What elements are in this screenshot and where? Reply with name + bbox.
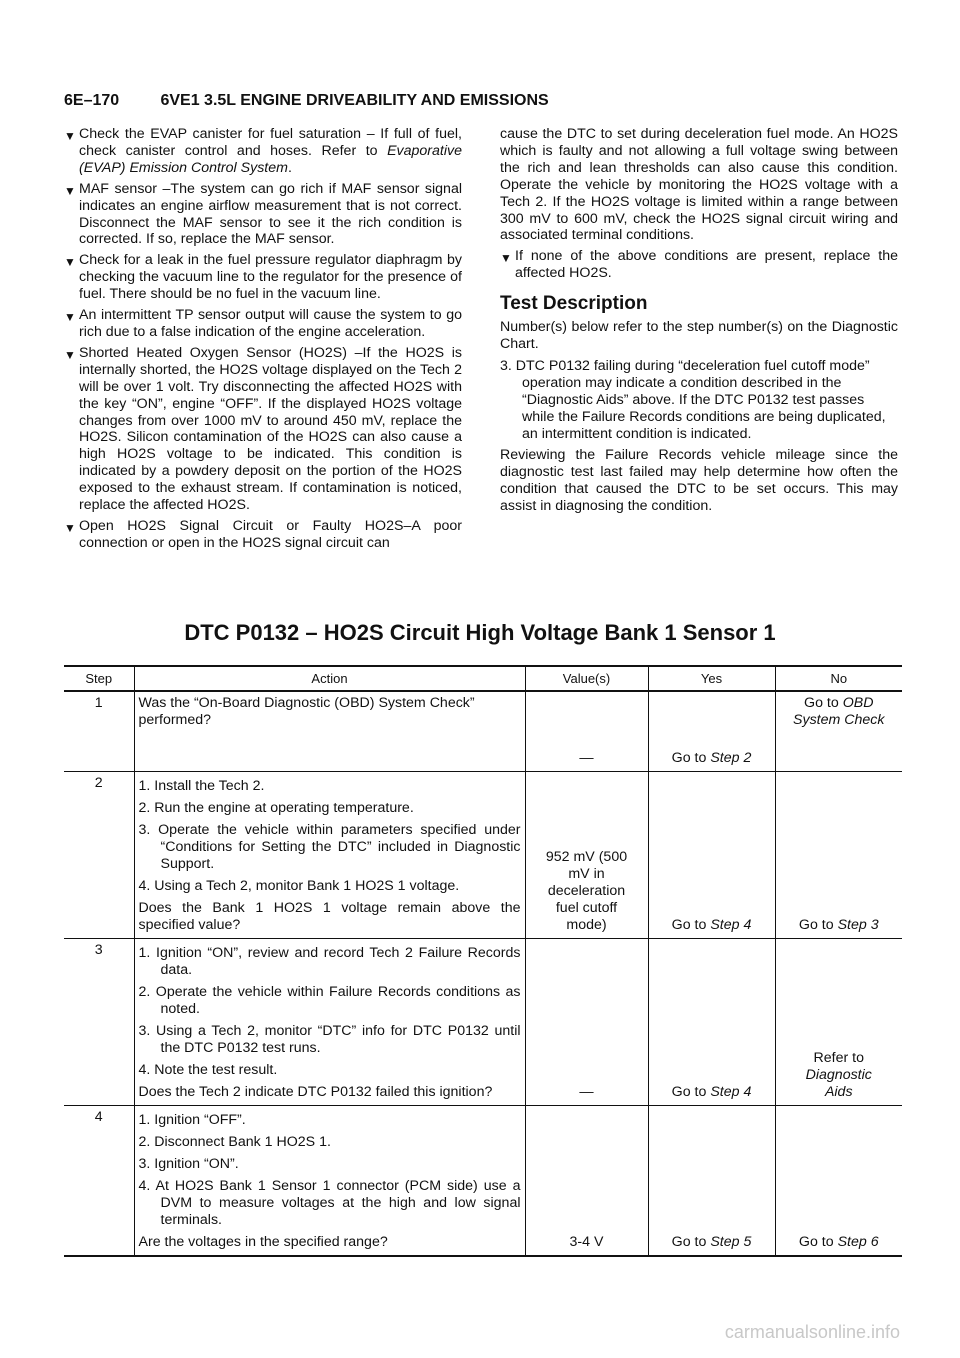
triangle-bullet-icon: ▼ xyxy=(500,251,512,266)
triangle-bullet-icon: ▼ xyxy=(64,347,76,362)
header-yes: Yes xyxy=(648,666,775,691)
evap-reference: Evaporative (EVAP) Emission Control System xyxy=(79,142,462,176)
watermark: carmanualsonline.info xyxy=(724,1322,900,1342)
table-title: DTC P0132 – HO2S Circuit High Voltage Bank 1 Sensor 1 xyxy=(184,620,776,645)
test-description-heading: Test Description xyxy=(500,293,648,315)
right-column xyxy=(500,126,898,520)
table-header-row xyxy=(64,666,902,691)
section-title: 6VE1 3.5L ENGINE DRIVEABILITY AND EMISSIONS xyxy=(160,92,549,109)
bullet-regulator: ▼ Check for a leak in the fuel pressure regulator diaphragm by checking the vacuum line to the regulator for the presence of fuel. There should be no fuel in the vacuum line. xyxy=(64,252,462,303)
yes-step-link[interactable]: Step 4 xyxy=(710,916,752,933)
bullet-maf: ▼ MAF sensor –The system can go rich if MAF sensor signal indicates an engine airflow measurement that is not correct. Disconnect the MAF sensor to see it the rich condition is corrected. If so, replace the MAF sensor. xyxy=(64,180,462,248)
continued-text: cause the DTC to set during deceleration fuel mode. An HO2S which is faulty and not allowing a full voltage swing between the rich and lean thresholds can also cause this condition. Operate the vehicle by monitoring the HO2S voltage with a Tech 2. If the HO2S voltage is limited within a range between 300 mV to 600 mV, check the HO2S signal circuit wiring and associated terminal conditions. xyxy=(500,126,898,244)
triangle-bullet-icon: ▼ xyxy=(64,310,76,325)
test-description-step-3: 3. DTC P0132 failing during “deceleration fuel cutoff mode” operation may indicate a condition described in the “Diagnostic Aids” above. If the DTC P0132 test passes while the Failure Records conditions are being duplicated, an intermittent condition is indicated. xyxy=(500,357,886,442)
action-cell xyxy=(134,691,525,771)
triangle-bullet-icon: ▼ xyxy=(64,183,76,198)
action-question: Are the voltages in the specified range? xyxy=(138,1233,388,1250)
no-step-link[interactable]: Step 3 xyxy=(837,916,879,933)
value-cell: 3-4 V xyxy=(525,1105,648,1256)
bullet-shorted-ho2s: ▼ Shorted Heated Oxygen Sensor (HO2S) –If the HO2S is internally shorted, the HO2S voltage displayed on the Tech 2 will be over 1 volt. Try disconnecting the affected HO2S with the key “ON”, engine “OFF”. If the displayed HO2S voltage changes from over 1000 mV to around 450 mV, replace the HO2S. Silicon contamination of the HO2S can also cause a high HO2S voltage to be indicated. This condition is indicated by a powdery deposit on the portion of the HO2S exposed to the exhaust stream. If contamination is noticed, replace the affected HO2S. xyxy=(64,344,462,514)
action-question: Was the “On-Board Diagnostic (OBD) System Check” performed? xyxy=(138,695,475,728)
action-question: Does the Tech 2 indicate DTC P0132 failed this ignition? xyxy=(138,1083,493,1100)
yes-cell: Go to Step 2 xyxy=(648,691,775,771)
value-cell: — xyxy=(525,691,648,771)
page-number: 6E–170 xyxy=(64,92,120,109)
step-number: 4 xyxy=(64,1105,134,1256)
triangle-bullet-icon: ▼ xyxy=(64,129,76,143)
yes-cell: Go to Step 4 xyxy=(648,938,775,1105)
no-cell: Go to Step 3 xyxy=(775,771,902,938)
no-step-link[interactable]: Step 6 xyxy=(837,1233,879,1250)
page-header xyxy=(64,92,549,110)
yes-cell: Go to Step 5 xyxy=(648,1105,775,1256)
value-cell: 952 mV (500 mV in deceleration fuel cutoff mode) xyxy=(525,771,648,938)
action-cell: 1. Install the Tech 2. 2. Run the engine at operating temperature. 3. Operate the vehicle within parameters specified under “Conditions for Setting the DTC” included in Diagnostic Support. 4. Using a Tech 2, monitor Bank 1 HO2S 1 voltage. Does the Bank 1 HO2S 1 voltage remain above the specified value? xyxy=(134,771,525,938)
header-action: Action xyxy=(134,666,525,691)
action-cell: 1. Ignition “OFF”. 2. Disconnect Bank 1 HO2S 1. 3. Ignition “ON”. 4. At HO2S Bank 1 Sensor 1 connector (PCM side) use a DVM to measure voltages at the high and low signal terminals. Are the voltages in the specified range? xyxy=(134,1105,525,1256)
bullet-tp-sensor: ▼ An intermittent TP sensor output will cause the system to go rich due to a false indication of the engine acceleration. xyxy=(64,307,462,340)
test-description-intro: Number(s) below refer to the step number(s) on the Diagnostic Chart. xyxy=(500,319,898,352)
bullet-open-ho2s: ▼ Open HO2S Signal Circuit or Faulty HO2S–A poor connection or open in the HO2S signal circuit can xyxy=(64,517,462,551)
table-row xyxy=(64,771,902,938)
yes-step-link[interactable]: Step 5 xyxy=(710,1233,752,1250)
bullet-replace-ho2s: ▼ If none of the above conditions are present, replace the affected HO2S. xyxy=(500,248,898,282)
no-cell: Refer to Diagnostic Aids xyxy=(775,938,902,1105)
header-values: Value(s) xyxy=(525,666,648,691)
triangle-bullet-icon: ▼ xyxy=(64,255,76,270)
action-question: Does the Bank 1 HO2S 1 voltage remain above the specified value? xyxy=(138,899,521,933)
no-obd-system-check-link[interactable]: OBD System Check xyxy=(793,695,885,728)
step-number: 2 xyxy=(64,771,134,938)
test-description-closing: Reviewing the Failure Records vehicle mileage since the diagnostic test last failed may help determine how often the condition that caused the DTC to be set occurs. This may assist in diagnosing the condition. xyxy=(500,447,898,515)
step-number: 1 xyxy=(64,691,134,771)
bullet-evap: ▼ Check the EVAP canister for fuel saturation – If full of fuel, check canister control and hoses. Refer to Evaporative (EVAP) Emission Control System. xyxy=(64,126,462,176)
no-cell: Go to Step 6 xyxy=(775,1105,902,1256)
yes-step-link[interactable]: Step 2 xyxy=(710,749,752,766)
table-row xyxy=(64,691,902,771)
table-row xyxy=(64,938,902,1105)
action-cell: 1. Ignition “ON”, review and record Tech 2 Failure Records data. 2. Operate the vehicle within Failure Records conditions as noted. 3. Using a Tech 2, monitor “DTC” info for DTC P0132 until the DTC P0132 test runs. 4. Note the test result. Does the Tech 2 indicate DTC P0132 failed this ignition? xyxy=(134,938,525,1105)
value-cell: — xyxy=(525,938,648,1105)
header-step: Step xyxy=(64,666,134,691)
step-number: 3 xyxy=(64,938,134,1105)
triangle-bullet-icon: ▼ xyxy=(64,520,76,535)
yes-step-link[interactable]: Step 4 xyxy=(710,1083,752,1100)
header-no: No xyxy=(775,666,902,691)
table-row xyxy=(64,1105,902,1256)
yes-cell: Go to Step 4 xyxy=(648,771,775,938)
left-column xyxy=(64,126,462,556)
no-diagnostic-aids-link[interactable]: Diagnostic Aids xyxy=(805,1066,872,1100)
diagnostic-table xyxy=(64,665,902,1257)
no-cell: Go to OBD System Check xyxy=(775,691,902,771)
